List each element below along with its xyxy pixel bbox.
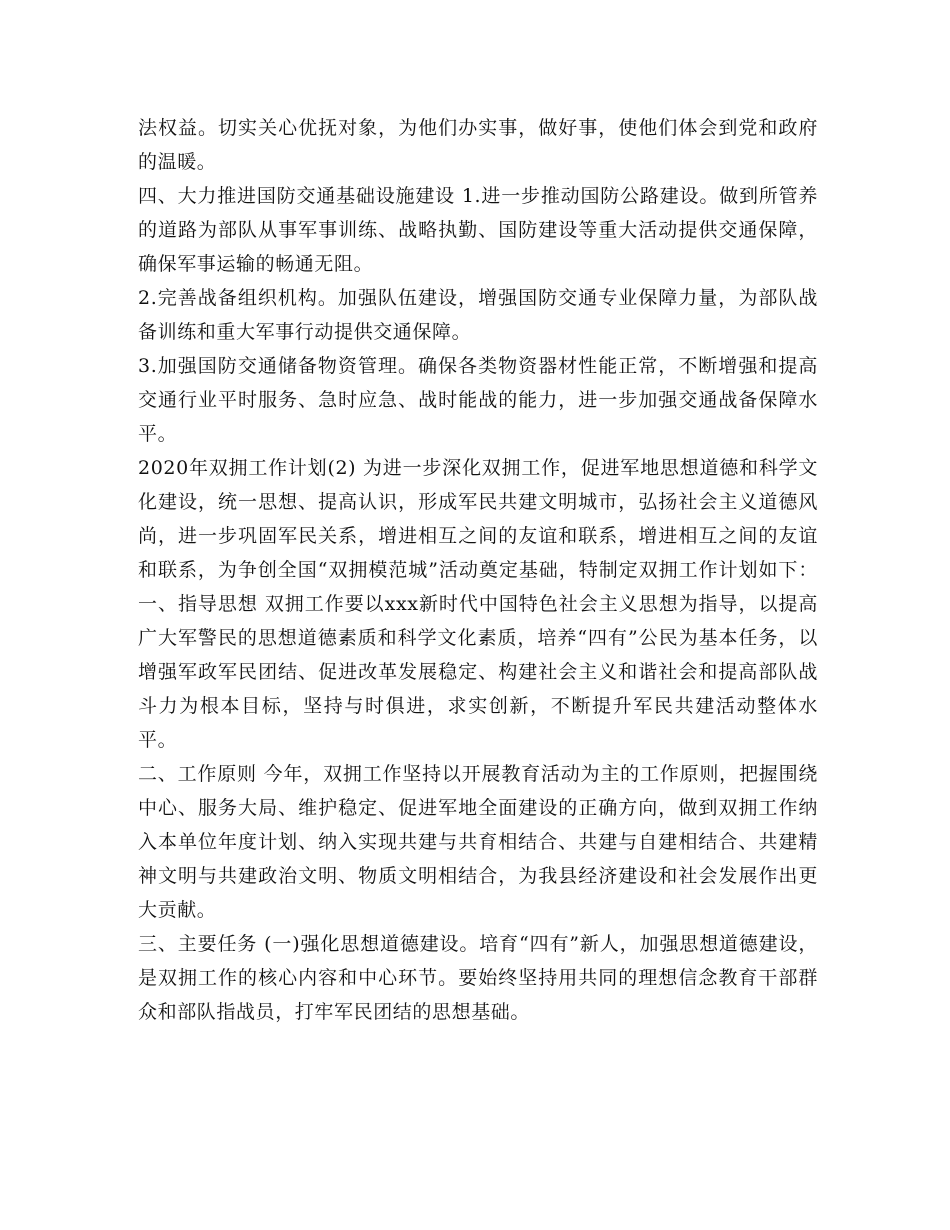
paragraph-honor-care: 法权益。切实关心优抚对象，为他们办实事，做好事，使他们体会到党和政府的温暖。 bbox=[138, 117, 818, 173]
paragraph-plan-guiding-thought: 2020年双拥工作计划(2) 为进一步深化双拥工作，促进军地思想道德和科学文化建设，统一思想、提高认识，形成军民共建文明城市，弘扬社会主义道德风尚，进一步巩固军民关系，增进相互之间的友谊和联系，增进相互之间的友谊和联系，为争创全国“双拥模范城”活动奠定基础，特制定双拥工作计划如下： 一、指导思想 双拥工作要以xxx新时代中国特色社会主义思想为指导，以提高广大军警民的思想道德素质和科学文化素质，培养“四有”公民为基本任务，以增强军政军民团结、促进改革发展稳定、构建社会主义和谐社会和提高部队战斗力为根本目标，坚持与时俱进，求实创新，不断提升军民共建活动整体水平。 bbox=[138, 457, 818, 751]
paragraph-work-principles: 二、工作原则 今年，双拥工作坚持以开展教育活动为主的工作原则，把握围绕中心、服务大局、维护稳定、促进军地全面建设的正确方向，做到双拥工作纳入本单位年度计划、纳入实现共建与共育相结合、共建与自建相结合、共建精神文明与共建政治文明、物质文明相结合，为我县经济建设和社会发展作出更大贡献。 bbox=[138, 763, 818, 921]
document-body bbox=[138, 111, 818, 1029]
paragraph-readiness-organization: 2.完善战备组织机构。加强队伍建设，增强国防交通专业保障力量，为部队战备训练和重大军事行动提供交通保障。 bbox=[138, 287, 818, 343]
paragraph-main-tasks: 三、主要任务 (一)强化思想道德建设。培育“四有”新人，加强思想道德建设，是双拥工作的核心内容和中心环节。要始终坚持用共同的理想信念教育干部群众和部队指战员，打牢军民团结的思想基础。 bbox=[138, 933, 818, 1023]
paragraph-section-four-road: 四、大力推进国防交通基础设施建设 1.进一步推动国防公路建设。做到所管养的道路为部队从事军事训练、战略执勤、国防建设等重大活动提供交通保障，确保军事运输的畅通无阻。 bbox=[138, 185, 818, 275]
paragraph-reserve-materials: 3.加强国防交通储备物资管理。确保各类物资器材性能正常，不断增强和提高交通行业平时服务、急时应急、战时能战的能力，进一步加强交通战备保障水平。 bbox=[138, 355, 818, 445]
